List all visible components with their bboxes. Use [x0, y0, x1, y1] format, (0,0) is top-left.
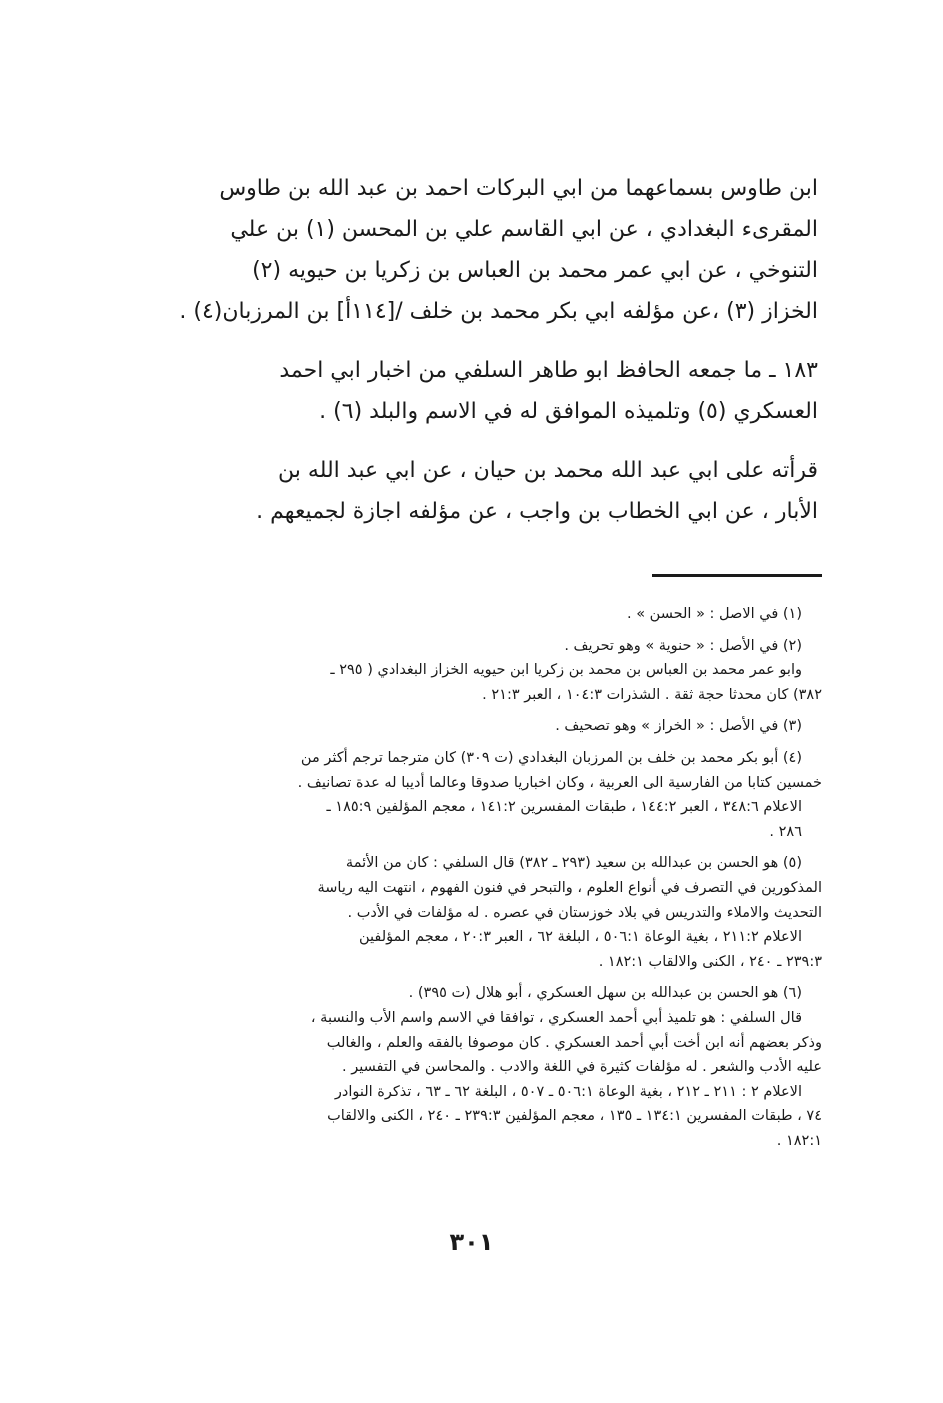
text-line: الخزاز (٣) ،عن مؤلفه ابي بكر محمد بن خلف /[١١٤أ] بن المرزبان(٤) .	[179, 299, 818, 324]
footnotes	[150, 602, 822, 1160]
footnote-line: وذكر بعضهم أنه ابن أخت أبي أحمد العسكري . كان موصوفا بالفقه والعلم ، والغالب	[326, 1034, 822, 1051]
footnote-line: عليه الأدب والشعر . له مؤلفات كثيرة في اللغة والادب . والمحاسن في التفسير .	[342, 1059, 822, 1076]
footnote-line: (٣) في الأصل : « الخراز » وهو تصحيف .	[555, 718, 802, 735]
footnote-4	[150, 746, 822, 844]
footnote-line: المذكورين في التصرف في أنواع العلوم ، والتبحر في فنون الفهوم ، انتهت اليه رياسة	[317, 879, 822, 896]
main-text	[150, 168, 818, 550]
page-number: ٣٠١	[449, 1228, 494, 1256]
footnote-line: ١٨٢:١ .	[776, 1132, 822, 1149]
footnote-2	[150, 634, 822, 708]
footnote-line: وابو عمر محمد بن العباس بن محمد بن زكريا ابن حيويه الخزاز البغدادي ( ٢٩٥ ـ	[330, 662, 802, 679]
footnote-line: ٢٣٩:٣ ـ ٢٤٠ ، الكنى والالقاب ١٨٢:١ .	[598, 953, 822, 970]
text-line: قرأته على ابي عبد الله محمد بن حيان ، عن ابي عبد الله بن	[278, 458, 818, 483]
text-line: التنوخي ، عن ابي عمر محمد بن العباس بن زكريا بن حيويه (٢)	[252, 258, 818, 283]
paragraph-2	[150, 350, 818, 432]
text-line: ابن طاوس بسماعهما من ابي البركات احمد بن عبد الله بن طاوس	[219, 176, 818, 201]
footnote-line: التحديث والاملاء والتدريس في بلاد خوزستان في عصره . له مؤلفات في الأدب .	[347, 904, 822, 921]
footnote-separator	[652, 574, 822, 577]
footnote-line: (٢) في الأصل : « حنوية » وهو تحريف .	[564, 637, 802, 654]
footnote-line: (٥) هو الحسن بن عبدالله بن سعيد (٢٩٣ ـ ٣٨٢) قال السلفي : كان من الأئمة	[345, 855, 802, 872]
footnote-3	[150, 714, 822, 739]
footnote-line: (٦) هو الحسن بن عبدالله بن سهل العسكري ، أبو هلال (ت ٣٩٥) .	[408, 985, 802, 1002]
paragraph-1	[150, 168, 818, 332]
paragraph-3	[150, 450, 818, 532]
footnote-line: ٧٤ ، طبقات المفسرين ١٣٤:١ ـ ١٣٥ ، معجم المؤلفين ٢٣٩:٣ ـ ٢٤٠ ، الكنى والالقاب	[327, 1108, 822, 1125]
footnote-line: الاعلام ٢١١:٢ ، بغية الوعاة ٥٠٦:١ ، البلغة ٦٢ ، العبر ٢٠:٣ ، معجم المؤلفين	[358, 929, 802, 946]
footnote-line: خمسين كتابا من الفارسية الى العربية ، وكان اخباريا صدوقا وعالما أديبا له عدة تصانيف .	[297, 774, 822, 791]
footnote-line: (٤) أبو بكر محمد بن خلف بن المرزبان البغدادي (ت ٣٠٩) كان مترجما ترجم أكثر من	[300, 749, 802, 766]
footnote-5	[150, 851, 822, 974]
footnote-line: قال السلفي : هو تلميذ أبي أحمد العسكري ، توافقا في الاسم واسم الأب والنسبة ،	[310, 1009, 802, 1026]
footnote-line: الاعلام ٣٤٨:٦ ، العبر ١٤٤:٢ ، طبقات المفسرين ١٤١:٢ ، معجم المؤلفين ١٨٥:٩ ـ	[326, 799, 802, 816]
footnote-line: ٣٨٢) كان محدثا حجة ثقة . الشذرات ١٠٤:٣ ، العبر ٢١:٣ .	[482, 686, 822, 703]
footnote-6	[150, 981, 822, 1153]
text-line: الأبار ، عن ابي الخطاب بن واجب ، عن مؤلفه اجازة لجميعهم .	[256, 499, 818, 524]
text-line: ١٨٣ ـ ما جمعه الحافظ ابو طاهر السلفي من اخبار ابي احمد	[279, 358, 818, 383]
text-line: العسكري (٥) وتلميذه الموافق له في الاسم والبلد (٦) .	[319, 399, 818, 424]
footnote-line: الاعلام ٢ : ٢١١ ـ ٢١٢ ، بغية الوعاة ٥٠٦:١ ـ ٥٠٧ ، البلغة ٦٢ ـ ٦٣ ، تذكرة النوادر	[334, 1083, 802, 1100]
footnote-1	[150, 602, 822, 627]
footnote-line: ٢٨٦ .	[769, 823, 802, 840]
text-line: المقرىء البغدادي ، عن ابي القاسم علي بن المحسن (١) بن علي	[230, 217, 818, 242]
footnote-line: (١) في الاصل : « الحسن » .	[626, 606, 802, 622]
